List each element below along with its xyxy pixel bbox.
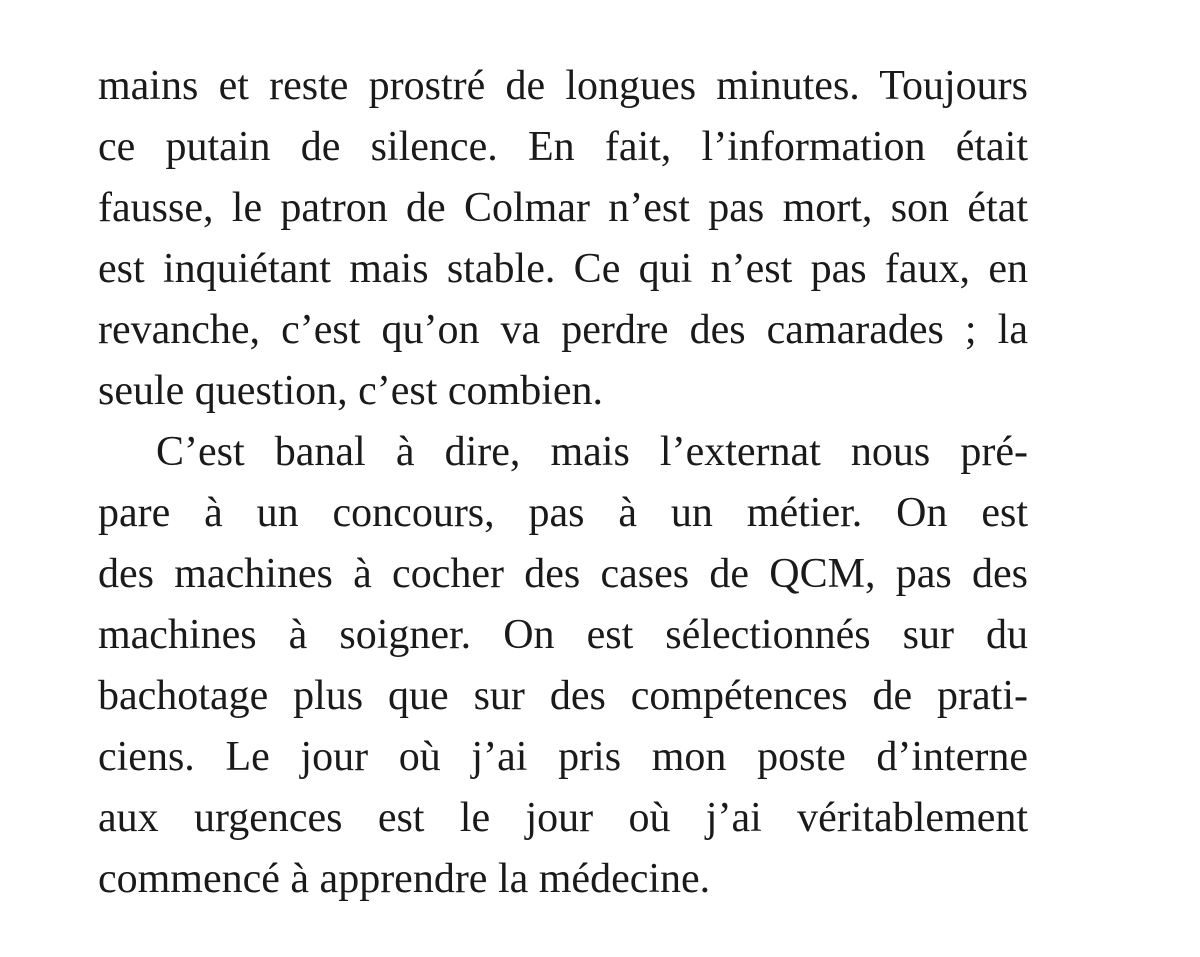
text-line: fausse, le patron de Colmar n’est pas mort, son état	[98, 185, 1028, 231]
paragraph-1	[98, 56, 1028, 422]
body-text	[98, 56, 1028, 910]
text-line: commencé à apprendre la médecine.	[98, 856, 711, 902]
text-line: bachotage plus que sur des compétences de prati-	[98, 673, 1028, 719]
text-line: machines à soigner. On est sélectionnés sur du	[98, 612, 1028, 658]
text-line: mains et reste prostré de longues minutes. Toujours	[98, 63, 1028, 109]
text-line: est inquiétant mais stable. Ce qui n’est pas faux, en	[98, 246, 1028, 292]
text-line: seule question, c’est combien.	[98, 368, 604, 414]
text-line: C’est banal à dire, mais l’externat nous pré-	[156, 429, 1028, 475]
text-line: ce putain de silence. En fait, l’information était	[98, 124, 1028, 170]
text-line: pare à un concours, pas à un métier. On est	[98, 490, 1028, 536]
text-line: aux urgences est le jour où j’ai véritablement	[98, 795, 1028, 841]
text-line: revanche, c’est qu’on va perdre des camarades ; la	[98, 307, 1028, 353]
text-line: des machines à cocher des cases de QCM, pas des	[98, 551, 1028, 597]
text-line: ciens. Le jour où j’ai pris mon poste d’interne	[98, 734, 1028, 780]
paragraph-2	[98, 422, 1028, 910]
